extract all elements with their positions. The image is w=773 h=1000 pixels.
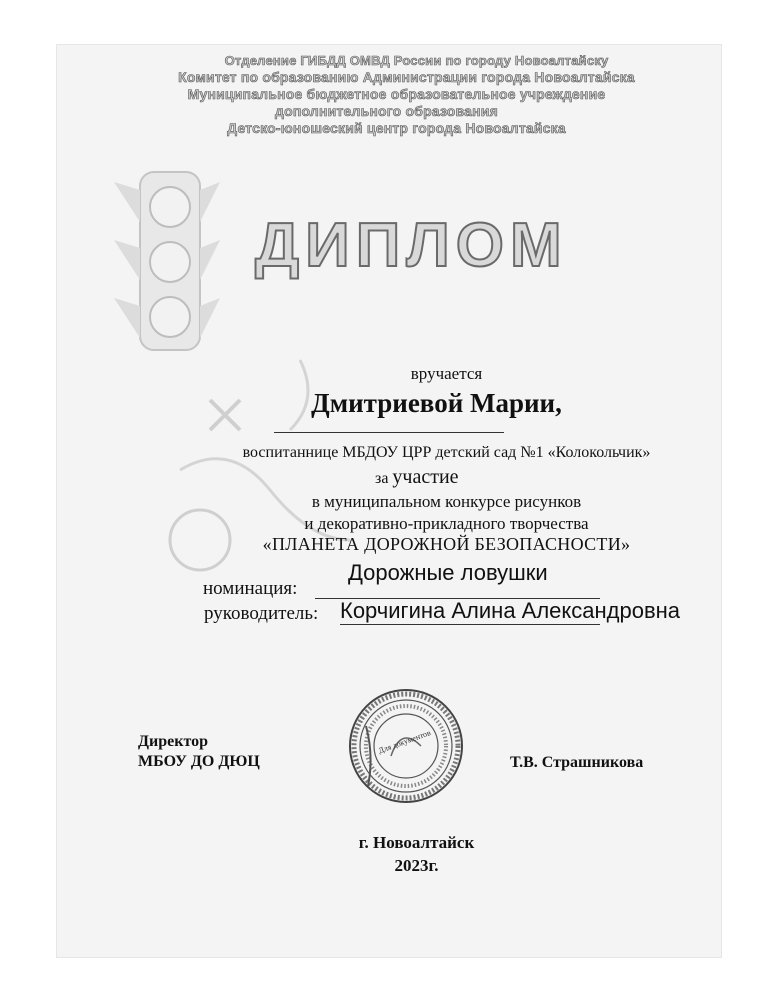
director-title-line-2: МБОУ ДО ДЮЦ (138, 753, 260, 770)
year: 2023г. (394, 856, 439, 875)
leader-label: руководитель: (204, 603, 319, 624)
official-stamp (346, 686, 466, 806)
city: г. Новоалтайск (358, 833, 475, 852)
header-line-2: Комитет по образованию Администрации города Новоалтайска (178, 69, 635, 85)
header-line-4: дополнительного образования (274, 103, 498, 119)
leader-underline (340, 624, 600, 625)
leader-value: Корчигина Алина Александровна (340, 598, 681, 623)
header-line-1: Отделение ГИБДД ОМВД России по городу Новоалтайску (224, 53, 609, 68)
director-name: Т.В. Страшникова (510, 754, 644, 771)
stamp-text: Для документов (377, 728, 432, 756)
director-title (138, 732, 260, 772)
for-prefix: за (375, 470, 389, 487)
traffic-light-icon (112, 162, 222, 362)
for-participation (375, 466, 459, 489)
contest-line-1: в муниципальном конкурсе рисунков (311, 492, 582, 511)
awarded-text: вручается (410, 364, 483, 383)
issuer-header (0, 52, 773, 137)
contest-line-2: и декоративно-прикладного творчества (304, 514, 589, 533)
contest-name: «ПЛАНЕТА ДОРОЖНОЙ БЕЗОПАСНОСТИ» (262, 534, 631, 554)
header-line-3: Муниципальное бюджетное образовательное учреждение (187, 86, 606, 102)
for-word: участие (392, 466, 459, 488)
nomination-label: номинация: (203, 578, 298, 599)
header-line-5: Детско-юношеский центр города Новоалтайска (227, 120, 566, 136)
nomination-value: Дорожные ловушки (348, 560, 548, 585)
recipient-underline (274, 432, 504, 433)
recipient-name: Дмитриевой Марии, (311, 388, 562, 418)
director-title-line-1: Директор (138, 733, 208, 750)
pupil-of-text: воспитаннице МБДОУ ЦРР детский сад №1 «Колокольчик» (242, 444, 651, 461)
diploma-title: ДИПЛОМ (255, 211, 568, 280)
